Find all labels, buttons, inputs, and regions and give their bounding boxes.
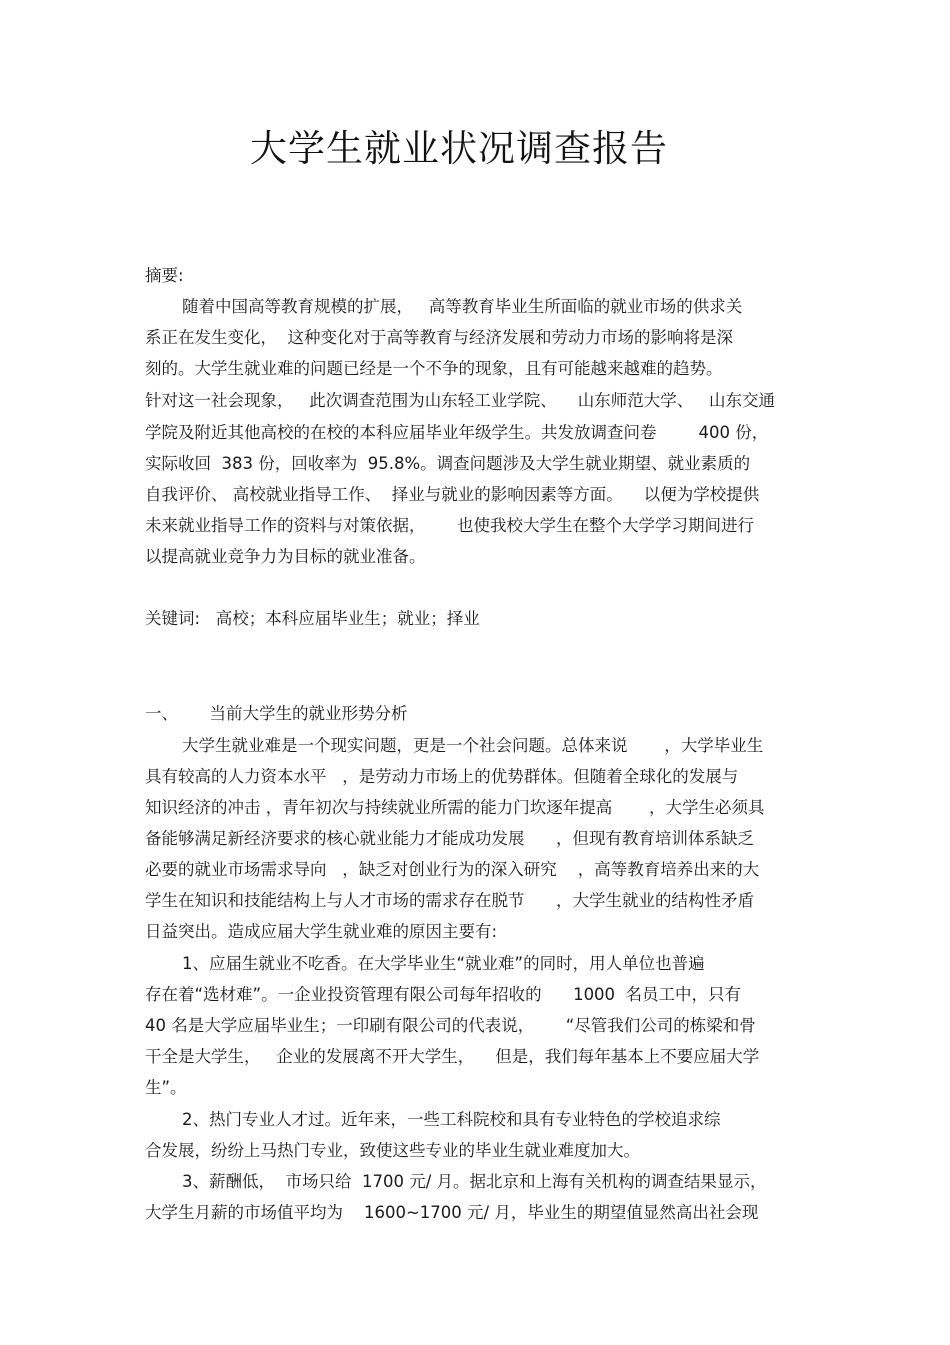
list-item-line: 1、应届生就业不吃香。在大学毕业生“就业难”的同时，用人单位也普遍 [182, 954, 705, 973]
section-paragraph-line: 大学生就业难是一个现实问题，更是一个社会问题。总体来说 ，大学毕业生 [182, 736, 764, 755]
list-item-line: 大学生月薪的市场值平均为 1600~1700 元/ 月，毕业生的期望值显然高出社会现 [145, 1203, 759, 1222]
list-item-line: 40 名是大学应届毕业生；一印刷有限公司的代表说， “尽管我们公司的栋梁和骨 [145, 1016, 756, 1035]
abstract-line: 针对这一社会现象， 此次调查范围为山东轻工业学院、 山东师范大学、 山东交通 [145, 391, 775, 410]
section-heading: 一、 当前大学生的就业形势分析 [145, 704, 408, 723]
document-title: 大学生就业状况调查报告 [250, 127, 668, 170]
section-paragraph-line: 日益突出。造成应届大学生就业难的原因主要有: [145, 922, 498, 941]
keywords-line: 关键词: 高校；本科应届毕业生；就业；择业 [145, 609, 480, 628]
list-item-line: 2、热门专业人才过。近年来，一些工科院校和具有专业特色的学校追求综 [182, 1110, 721, 1129]
list-item-line: 生”。 [145, 1078, 187, 1097]
abstract-label: 摘要: [145, 266, 184, 285]
list-item-line: 合发展，纷纷上马热门专业，致使这些专业的毕业生就业难度加大。 [145, 1141, 640, 1160]
abstract-line: 实际收回 383 份，回收率为 95.8%。调查问题涉及大学生就业期望、就业素质的 [145, 454, 751, 473]
abstract-line: 刻的。大学生就业难的问题已经是一个不争的现象，且有可能越来越难的趋势。 [145, 359, 723, 378]
section-paragraph-line: 具有较高的人力资本水平 ，是劳动力市场上的优势群体。但随着全球化的发展与 [145, 767, 739, 786]
abstract-line: 系正在发生变化， 这种变化对于高等教育与经济发展和劳动力市场的影响将是深 [145, 328, 733, 347]
section-paragraph-line: 知识经济的冲击 ，青年初次与持续就业所需的能力门坎逐年提高 ，大学生必须具 [145, 798, 765, 817]
abstract-line: 自我评价、 高校就业指导工作、 择业与就业的影响因素等方面。 以便为学校提供 [145, 485, 760, 504]
section-paragraph-line: 备能够满足新经济要求的核心就业能力才能成功发展 ，但现有教育培训体系缺乏 [145, 829, 754, 848]
list-item-line: 干全是大学生， 企业的发展离不开大学生， 但是，我们每年基本上不要应届大学 [145, 1047, 760, 1066]
section-paragraph-line: 必要的就业市场需求导向 ，缺乏对创业行为的深入研究 ，高等教育培养出来的大 [145, 860, 760, 879]
list-item-line: 3、薪酬低， 市场只给 1700 元/ 月。据北京和上海有关机构的调查结果显示， [182, 1172, 767, 1191]
abstract-line: 随着中国高等教育规模的扩展， 高等教育毕业生所面临的就业市场的供求关 [182, 297, 743, 316]
abstract-line: 以提高就业竞争力为目标的就业准备。 [145, 547, 426, 566]
abstract-line: 未来就业指导工作的资料与对策依据， 也使我校大学生在整个大学学习期间进行 [145, 516, 754, 535]
list-item-line: 存在着“选材难”。一企业投资管理有限公司每年招收的 1000 名员工中，只有 [145, 985, 742, 1004]
section-paragraph-line: 学生在知识和技能结构上与人才市场的需求存在脱节 ，大学生就业的结构性矛盾 [145, 891, 754, 910]
abstract-line: 学院及附近其他高校的在校的本科应届毕业年级学生。共发放调查问卷 400 份， [145, 423, 769, 442]
